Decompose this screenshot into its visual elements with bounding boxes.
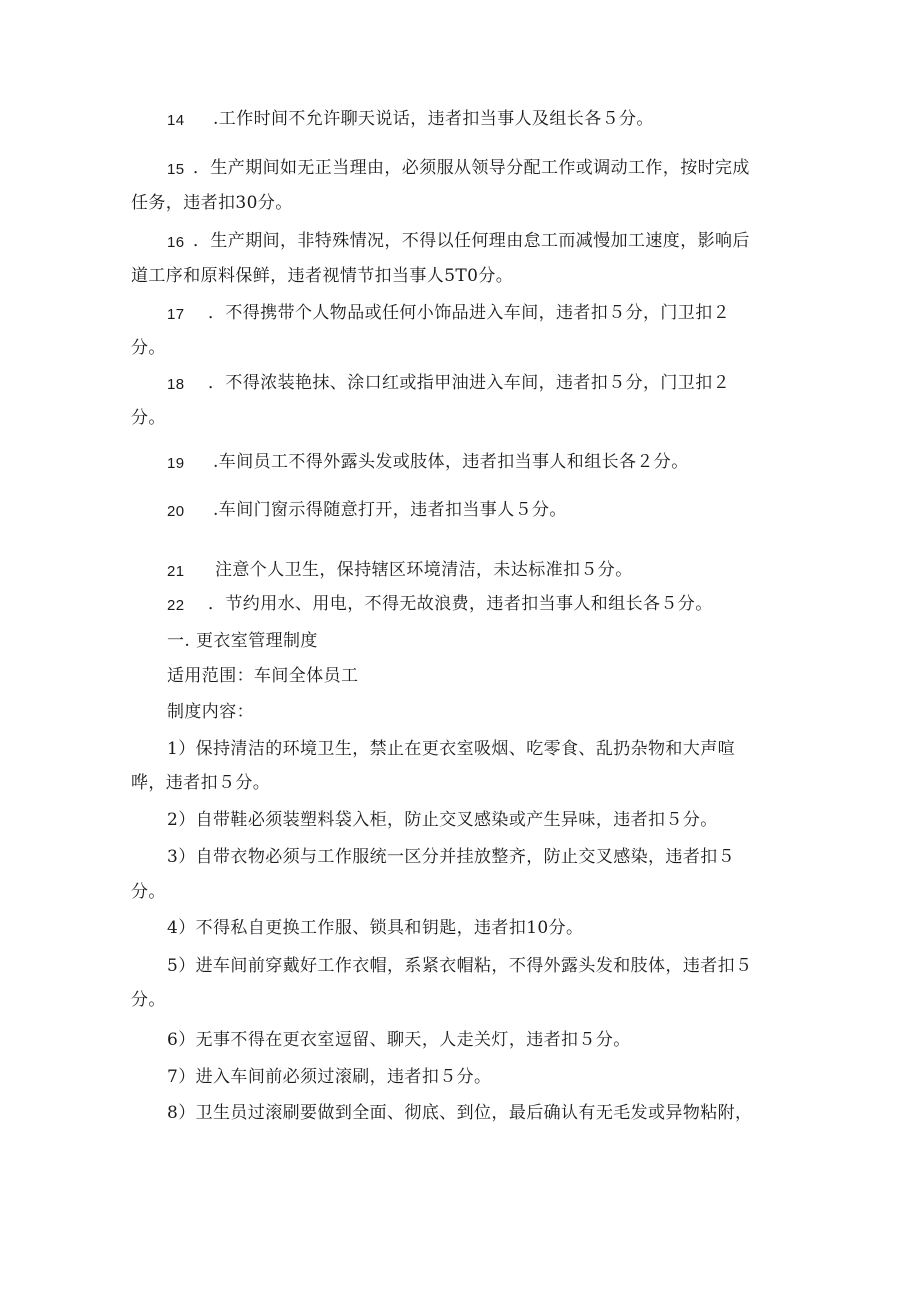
rule-18-continuation: 分。 <box>131 408 166 428</box>
rule-16-continuation: 道工序和原料保鲜，违者视情节扣当事人5T0分。 <box>131 266 514 286</box>
section-scope: 适用范围：车间全体员工 <box>167 666 359 686</box>
rule-19-number: 19 <box>167 455 185 472</box>
rule-15-continuation: 任务，违者扣30分。 <box>131 193 293 213</box>
rule-22-text: ．节约用水、用电，不得无故浪费，违者扣当事人和组长各５分。 <box>208 594 713 614</box>
rule-21-text: 注意个人卫生，保持辖区环境清洁，未达标准扣５分。 <box>215 560 633 580</box>
item-1-text: 1）保持清洁的环境卫生，禁止在更衣室吸烟、吃零食、乱扔杂物和大声喧 <box>167 739 736 759</box>
rule-17-text: ．不得携带个人物品或任何小饰品进入车间，违者扣５分，门卫扣２ <box>208 303 730 323</box>
item-5-continuation: 分。 <box>131 990 166 1010</box>
item-8-text: 8）卫生员过滚刷要做到全面、彻底、到位，最后确认有无毛发或异物粘附， <box>167 1103 753 1123</box>
rule-19-text: .车间员工不得外露头发或肢体，违者扣当事人和组长各２分。 <box>213 452 689 472</box>
rule-17-continuation: 分。 <box>131 338 166 358</box>
section-content-label: 制度内容： <box>167 702 254 722</box>
rule-14-text: .工作时间不允许聊天说话，违者扣当事人及组长各５分。 <box>213 109 654 129</box>
rule-21-number: 21 <box>167 563 185 580</box>
rule-17-number: 17 <box>167 306 185 323</box>
item-3-continuation: 分。 <box>131 882 166 902</box>
item-7-text: 7）进入车间前必须过滚刷，违者扣５分。 <box>167 1067 492 1087</box>
section-heading: 一. 更衣室管理制度 <box>167 631 318 651</box>
rule-18-text: ．不得浓装艳抹、涂口红或指甲油进入车间，违者扣５分，门卫扣２ <box>208 373 730 393</box>
rule-15-number: 15 <box>167 161 185 178</box>
rule-14-number: 14 <box>167 112 185 129</box>
rule-16-text: ．生产期间，非特殊情况，不得以任何理由怠工而减慢加工速度，影响后 <box>193 231 750 251</box>
rule-18-number: 18 <box>167 376 185 393</box>
item-5-text: 5）进车间前穿戴好工作衣帽，系紧衣帽粘，不得外露头发和肢体，违者扣５ <box>167 956 753 976</box>
rule-15-text: ．生产期间如无正当理由，必须服从领导分配工作或调动工作，按时完成 <box>193 158 750 178</box>
item-3-text: 3）自带衣物必须与工作服统一区分并挂放整齐，防止交叉感染，违者扣５ <box>167 847 736 867</box>
rule-20-number: 20 <box>167 503 185 520</box>
item-4-text: 4）不得私自更换工作服、锁具和钥匙，违者扣10分。 <box>167 918 584 938</box>
rule-16-number: 16 <box>167 234 185 251</box>
item-1-continuation: 哗，违者扣５分。 <box>131 773 271 793</box>
rule-22-number: 22 <box>167 597 185 614</box>
rule-20-text: .车间门窗示得随意打开，违者扣当事人５分。 <box>213 500 567 520</box>
item-2-text: 2）自带鞋必须装塑料袋入柜，防止交叉感染或产生异味，违者扣５分。 <box>167 810 718 830</box>
item-6-text: 6）无事不得在更衣室逗留、聊天，人走关灯，违者扣５分。 <box>167 1030 631 1050</box>
